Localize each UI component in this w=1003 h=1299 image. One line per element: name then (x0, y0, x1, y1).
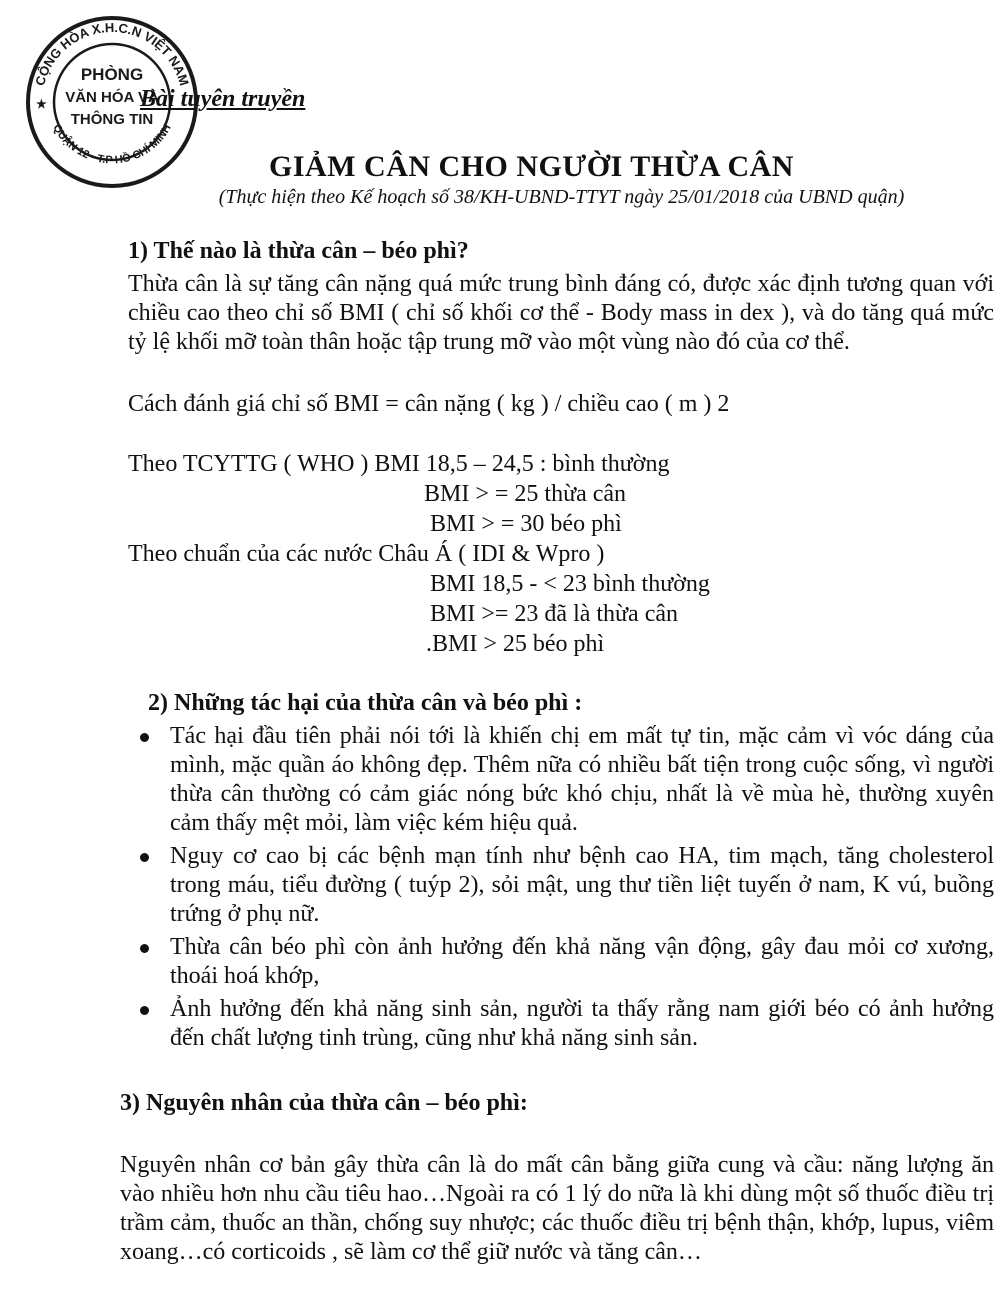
page-title: GIẢM CÂN CHO NGƯỜI THỪA CÂN (269, 150, 794, 183)
section1-heading: 1) Thế nào là thừa cân – béo phì? (128, 238, 469, 264)
svg-text:VĂN HÓA VÀ: VĂN HÓA VÀ (65, 89, 159, 106)
svg-text:THÔNG TIN: THÔNG TIN (70, 111, 154, 128)
who-obese: BMI > = 30 béo phì (430, 511, 622, 537)
section3-heading: 3) Nguyên nhân của thừa cân – béo phì: (120, 1090, 528, 1116)
asia-standard-line: Theo chuẩn của các nước Châu Á ( IDI & Wpro ) (128, 541, 605, 567)
bullet-icon (140, 1006, 149, 1015)
list-item-text: Nguy cơ cao bị các bệnh mạn tính như bệnh cao HA, tim mạch, tăng cholesterol trong máu, tiểu đường ( tuýp 2), sỏi mật, ung thư tiền liệt tuyến ở nam, K vú, buồng trứng ở phụ nữ. (170, 843, 994, 927)
list-item (138, 933, 994, 991)
svg-text:CỘNG HÒA X.H.C.N VIỆT NAM: CỘNG HÒA X.H.C.N VIỆT NAM (32, 19, 192, 88)
asia-obese: .BMI > 25 béo phì (426, 631, 605, 657)
page-subtitle: (Thực hiện theo Kế hoạch số 38/KH-UBND-TTYT ngày 25/01/2018 của UBND quận) (218, 186, 905, 208)
bullet-icon (140, 944, 149, 953)
bullet-icon (140, 733, 149, 742)
svg-text:★: ★ (36, 97, 47, 111)
section1-paragraph: Thừa cân là sự tăng cân nặng quá mức trung bình đáng có, được xác định tương quan với chiều cao theo chỉ số BMI ( chỉ số khối cơ thể - Body mass in dex ), và do tăng quá mức tỷ lệ khối mỡ toàn thân hoặc tập trung mỡ vào một vùng nào đó của cơ thể. (128, 271, 994, 355)
harms-list (138, 722, 994, 1057)
who-overweight: BMI > = 25 thừa cân (424, 481, 627, 507)
section3-paragraph: Nguyên nhân cơ bản gây thừa cân là do mất cân bằng giữa cung và cầu: năng lượng ăn vào nhiều hơn nhu cầu tiêu hao…Ngoài ra có 1 lý do nữa là khi dùng một số thuốc điều trị trầm cảm, thuốc an thần, chống suy nhược; các thuốc điều trị bệnh thận, khớp, lupus, viêm xoang…có corticoids , sẽ làm cơ thể giữ nước và tăng cân… (120, 1152, 994, 1265)
bmi-formula: Cách đánh giá chỉ số BMI = cân nặng ( kg ) / chiều cao ( m ) 2 (128, 391, 730, 417)
svg-text:QUẬN 12 - T.P HỒ CHÍ MINH: QUẬN 12 - T.P HỒ CHÍ MINH (50, 122, 174, 167)
svg-text:PHÒNG: PHÒNG (80, 65, 144, 84)
list-item (138, 842, 994, 929)
list-item-text: Tác hại đầu tiên phải nói tới là khiến chị em mất tự tin, mặc cảm vì vóc dáng của mình, mặc quần áo không đẹp. Thêm nữa có nhiều bất tiện trong cuộc sống, vì người thừa cân thường có cảm giác nóng bức khó chịu, nhất là về mùa hè, thường xuyên cảm thấy mệt mỏi, làm việc kém hiệu quả. (170, 723, 994, 836)
asia-overweight: BMI >= 23 đã là thừa cân (430, 601, 679, 627)
document-type-label: Bài tuyên truyền (140, 86, 306, 112)
list-item-text: Thừa cân béo phì còn ảnh hưởng đến khả năng vận động, gây đau mỏi cơ xương, thoái hoá khớp, (170, 934, 994, 989)
list-item (138, 995, 994, 1053)
list-item (138, 722, 994, 838)
asia-normal: BMI 18,5 - < 23 bình thường (430, 571, 710, 597)
who-standard-line: Theo TCYTTG ( WHO ) BMI 18,5 – 24,5 : bình thường (128, 451, 670, 477)
section2-heading: 2) Những tác hại của thừa cân và béo phì : (148, 690, 583, 716)
bullet-icon (140, 853, 149, 862)
list-item-text: Ảnh hưởng đến khả năng sinh sản, người ta thấy rằng nam giới béo có ảnh hưởng đến chất lượng tinh trùng, cũng như khả năng sinh sản. (170, 996, 994, 1051)
